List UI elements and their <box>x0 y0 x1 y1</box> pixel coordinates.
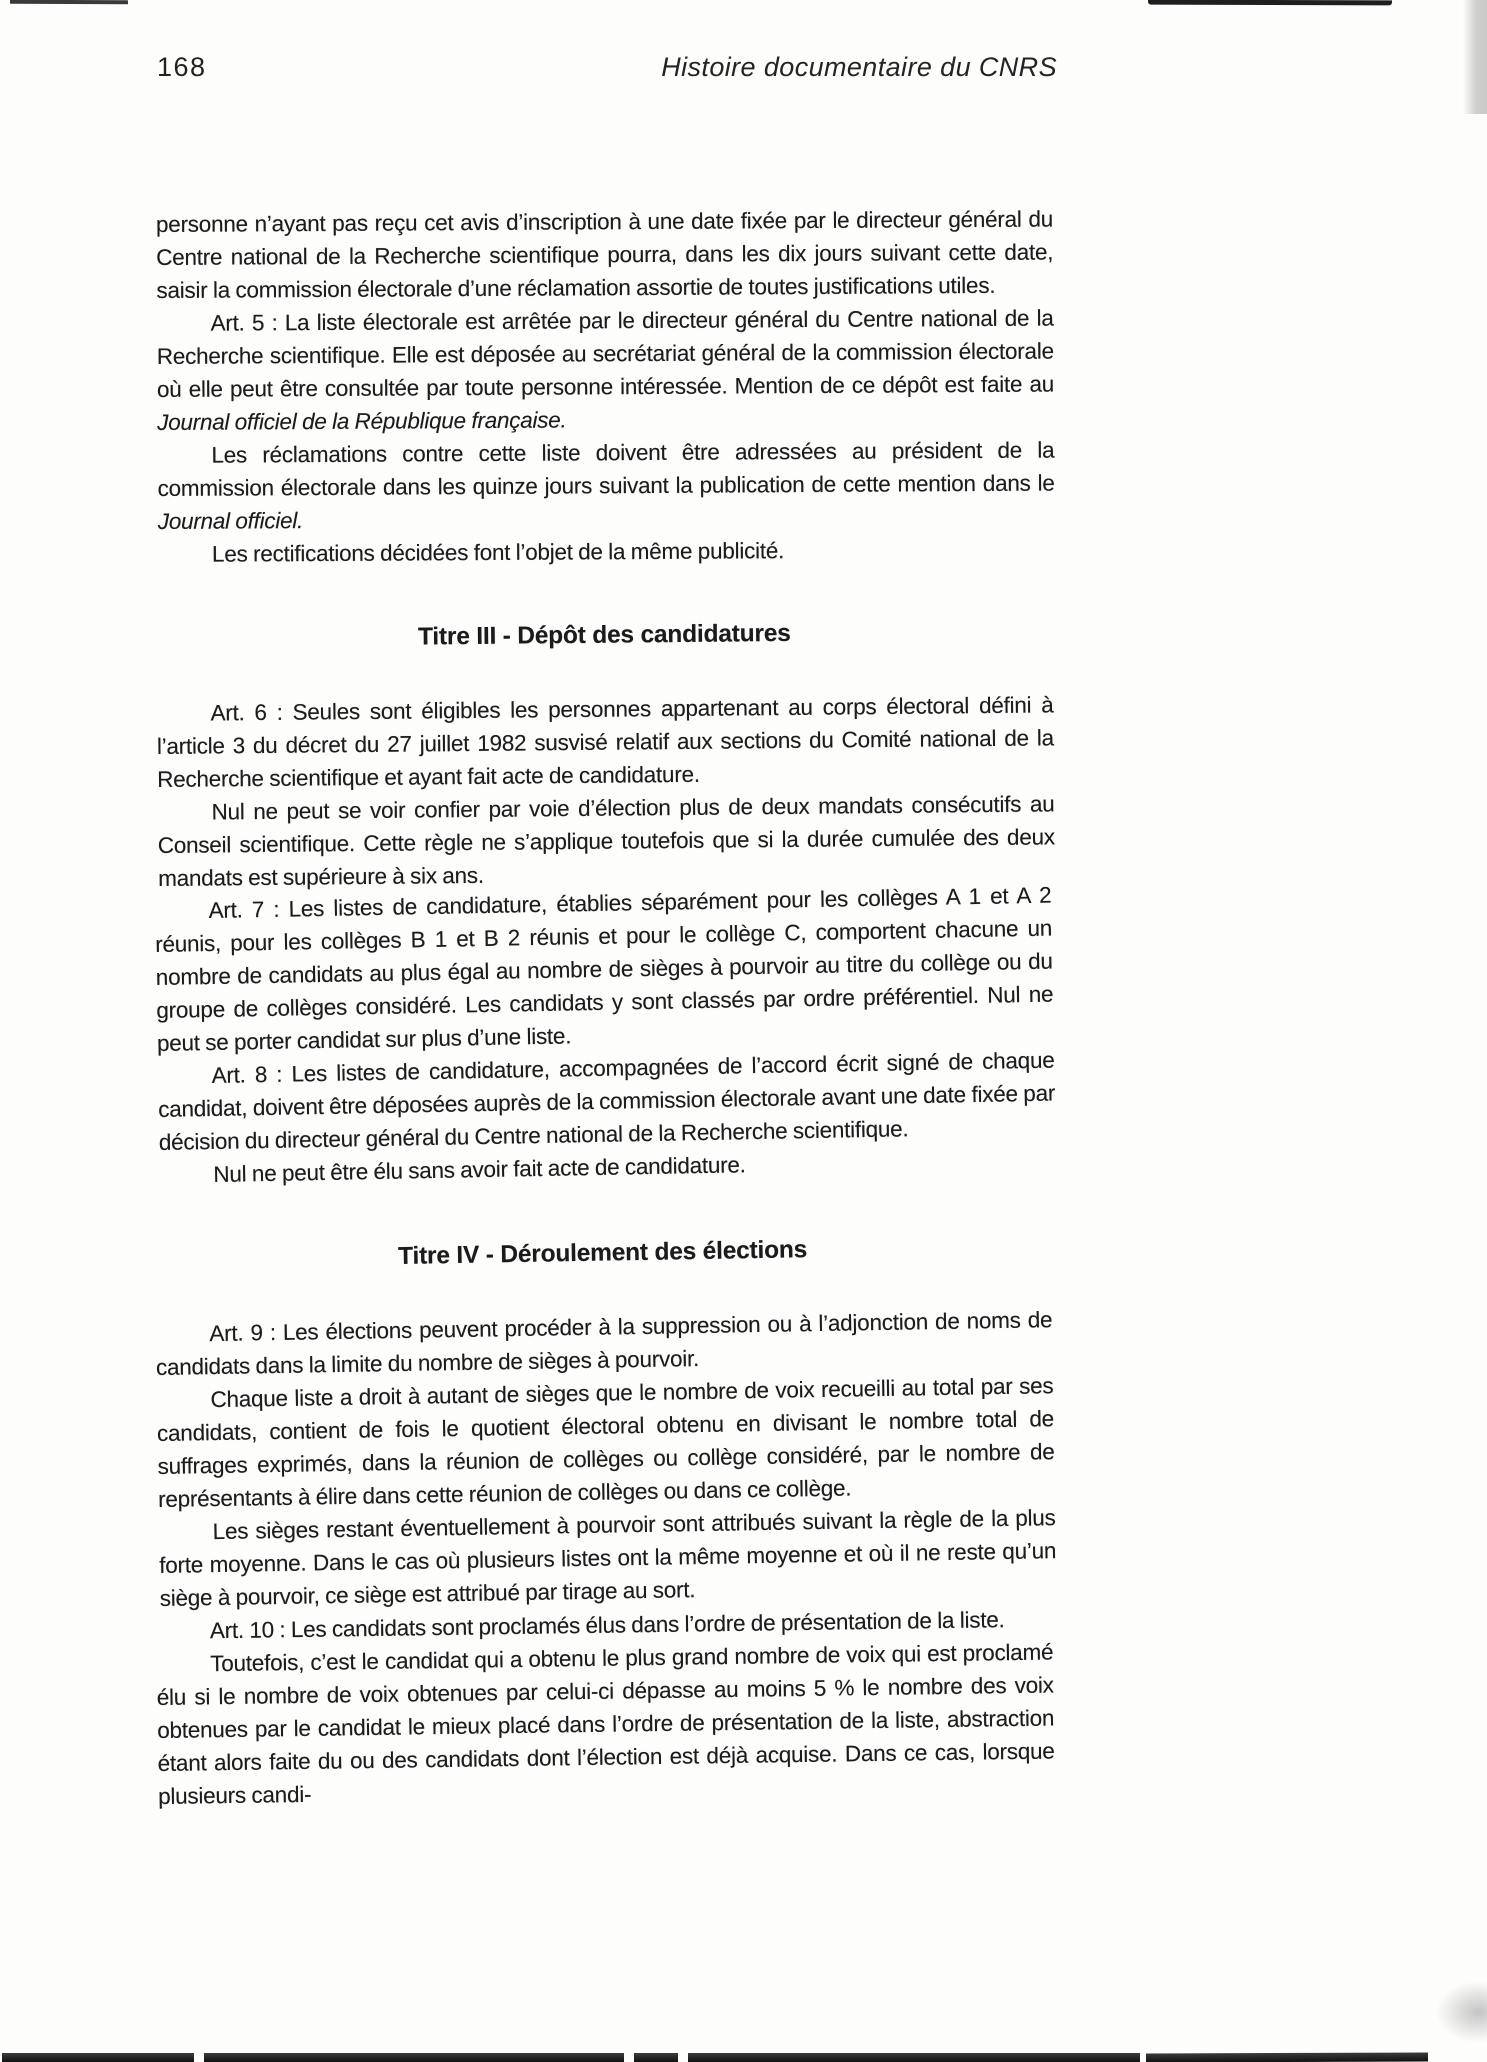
scan-artifact-top-left <box>10 0 128 4</box>
page-number: 168 <box>157 52 207 82</box>
paragraph-art10-2: Toutefois, c’est le candidat qui a obtenu le plus grand nombre de voix qui est proclamé élu si le nombre de voix obtenues par celui-ci dépasse au moins 5 % le nombre des voix obtenues par le candidat le mieux placé dans l’ordre de présentation de la liste, abstraction étant alors faite du ou des candidats dont l’élection est déjà acquise. Dans ce cas, lorsque plusieurs candi- <box>156 1639 1055 1809</box>
section-article-5 <box>156 203 1055 571</box>
scan-artifact-right-edge <box>1463 0 1487 114</box>
paragraph-art5-1 <box>156 302 1054 439</box>
paragraph-art8-1: Art. 8 : Les listes de candidature, accompagnées de l’accord écrit signé de chaque candidat, doivent être déposées auprès de la commission électorale avant une date fixée par décision du directeur général du Centre national de la Recherche scientifique. <box>157 1047 1056 1155</box>
paragraph-intro: personne n’ayant pas reçu cet avis d’inscription à une date fixée par le directeur général du Centre national de la Recherche scientifique pourra, dans les dix jours suivant cette date, saisir la commission électorale d’une réclamation assortie de toutes justifications utiles. <box>155 206 1054 304</box>
scan-artifact-top-right <box>1148 0 1392 5</box>
section-titre-3 <box>156 616 1056 895</box>
section-heading-titre-3: Titre III - Dépôt des candidatures <box>417 619 791 651</box>
paragraph-art9-1: Art. 9 : Les élections peuvent procéder à la suppression ou à l’adjonction de noms de candidats dans la limite du nombre de sièges à pourvoir. <box>155 1307 1053 1381</box>
section-titre-4 <box>154 1231 1057 1615</box>
page-body <box>154 206 1057 1813</box>
paragraph-art9-2: Chaque liste a droit à autant de sièges que le nombre de voix recueilli au total par ses candidats, contient de fois le quotient électoral obtenu en divisant le nombre total de suffrages exprimés, dans la réunion de collèges ou collège considéré, par le nombre de représentants à élire dans cette réunion de collèges ou dans ce collège. <box>156 1373 1055 1512</box>
section-heading-titre-4: Titre IV - Déroulement des élections <box>397 1236 808 1270</box>
scan-artifact-right-blob <box>1437 1982 1487 2042</box>
art5-reclamations-text: Les réclamations contre cette liste doivent être adressées au président de la commission électorale dans les quinze jours suivant la publication de cette mention dans le <box>157 437 1055 501</box>
paragraph-art6-2: Nul ne peut se voir confier par voie d’élection plus de deux mandats consécutifs au Conseil scientifique. Cette règle ne s’applique toutefois que si la durée cumulée des deux mandats est supérieure à six ans. <box>157 791 1055 891</box>
art5-journal-officiel-ref-2: Journal officiel. <box>157 508 304 534</box>
art5-text: Art. 5 : La liste électorale est arrêtée par le directeur général du Centre national de la Recherche scientifique. Elle est déposée au secrétariat général de la commission électorale où elle peut être consultée par toute personne intéressée. Mention de ce dépôt est faite au <box>156 305 1055 402</box>
section-article-10 <box>156 1602 1056 1813</box>
paragraph-art5-3: Les rectifications décidées font l’objet de la même publicité. <box>211 538 785 567</box>
running-title: Histoire documentaire du CNRS <box>661 52 1057 82</box>
paragraph-art7-1: Art. 7 : Les listes de candidature, établies séparément pour les collèges A 1 et A 2 réunis, pour les collèges B 1 et B 2 réunis et pour le collège C, comportent chacune un nombre de candidats au plus égal au nombre de sièges à pourvoir au titre du collège ou du groupe de collèges considéré. Les candidats y sont classés par ordre préférentiel. Nul ne peut se porter candidat sur plus d’une liste. <box>154 882 1054 1056</box>
paragraph-art10-1: Art. 10 : Les candidats sont proclamés élus dans l’ordre de présentation de la liste. <box>209 1607 1005 1644</box>
running-head <box>157 52 1057 83</box>
section-article-7-8 <box>154 879 1056 1192</box>
paragraph-art8-2: Nul ne peut être élu sans avoir fait acte de candidature. <box>213 1152 746 1187</box>
art5-journal-officiel-ref: Journal officiel de la République française. <box>157 407 567 435</box>
paragraph-art9-3: Les sièges restant éventuellement à pourvoir sont attribués suivant la règle de la plus forte moyenne. Dans le cas où plusieurs listes ont la même moyenne et où il ne reste qu’un siège à pourvoir, ce siège est attribué par tirage au sort. <box>159 1505 1057 1611</box>
paragraph-art5-2 <box>157 434 1055 538</box>
paragraph-art6-1: Art. 6 : Seules sont éligibles les personnes appartenant au corps électoral défini à l’article 3 du décret du 27 juillet 1982 susvisé relatif aux sections du Comité national de la Recherche scientifique et ayant fait acte de candidature. <box>156 692 1054 792</box>
